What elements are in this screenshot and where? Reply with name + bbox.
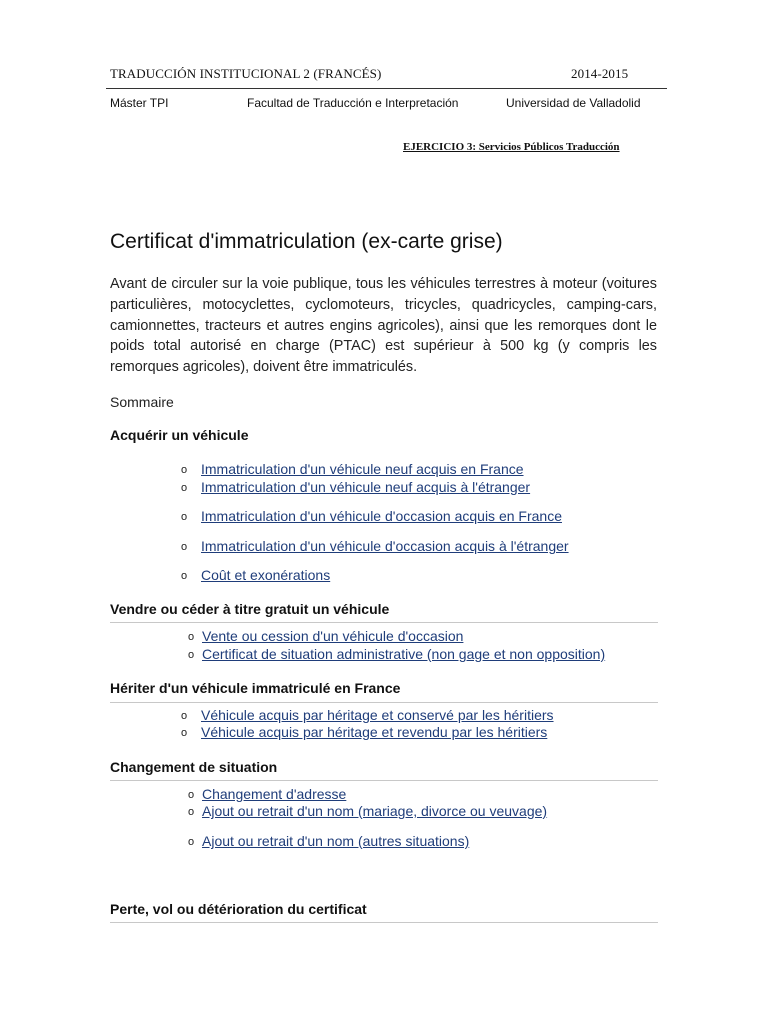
bullet-icon: o <box>181 482 188 494</box>
list-item[interactable] <box>188 628 463 644</box>
bullet-icon: o <box>188 789 195 801</box>
section-divider <box>110 702 658 703</box>
section-divider <box>110 922 658 923</box>
section-heading-perte: Perte, vol ou détérioration du certificat <box>110 901 367 917</box>
list-item[interactable] <box>181 479 530 495</box>
bullet-icon: o <box>181 727 188 739</box>
section-heading-heriter: Hériter d'un véhicule immatriculé en France <box>110 680 401 696</box>
list-item[interactable] <box>188 803 547 819</box>
list-item[interactable] <box>181 508 562 524</box>
link-vente-cession[interactable]: Vente ou cession d'un véhicule d'occasion <box>202 628 464 644</box>
sommaire-label: Sommaire <box>110 394 174 410</box>
university-name: Universidad de Valladolid <box>506 96 641 110</box>
link-immat-occasion-france[interactable]: Immatriculation d'un véhicule d'occasion acquis en France <box>201 508 562 524</box>
bullet-icon: o <box>181 464 188 476</box>
link-certificat-situation[interactable]: Certificat de situation administrative (non gage et non opposition) <box>202 646 606 662</box>
intro-paragraph: Avant de circuler sur la voie publique, tous les véhicules terrestres à moteur (voitures particulières, motocyclettes, cyclomoteurs, tricycles, quadricycles, camping-cars, camionnettes, tracteurs et autres engins agricoles), ainsi que les remorques dont le poids total autorisé en charge (PTAC) est supérieur à 500 kg (y compris les remorques agricoles), doivent être immatriculés. <box>110 276 657 376</box>
section-heading-changement: Changement de situation <box>110 759 278 775</box>
link-immat-neuf-france[interactable]: Immatriculation d'un véhicule neuf acquis en France <box>201 461 524 477</box>
list-item[interactable] <box>181 461 524 477</box>
list-item[interactable] <box>181 707 554 723</box>
link-ajout-nom-mariage[interactable]: Ajout ou retrait d'un nom (mariage, divorce ou veuvage) <box>202 803 548 819</box>
bullet-icon: o <box>188 649 195 661</box>
bullet-icon: o <box>181 511 188 523</box>
header-divider <box>106 88 667 89</box>
section-heading-acquerir: Acquérir un véhicule <box>110 427 249 443</box>
link-changement-adresse[interactable]: Changement d'adresse <box>202 786 347 802</box>
list-item[interactable] <box>181 724 547 740</box>
faculty-name: Facultad de Traducción e Interpretación <box>247 96 459 110</box>
bullet-icon: o <box>188 631 195 643</box>
section-divider <box>110 622 658 623</box>
bullet-icon: o <box>188 836 195 848</box>
list-item[interactable] <box>188 646 605 662</box>
bullet-icon: o <box>181 570 188 582</box>
link-ajout-nom-autres[interactable]: Ajout ou retrait d'un nom (autres situations) <box>202 833 470 849</box>
exercise-label: EJERCICIO 3: Servicios Públicos Traducción <box>403 141 620 153</box>
section-divider <box>110 780 658 781</box>
list-item[interactable] <box>188 786 346 802</box>
program-name: Máster TPI <box>110 96 169 110</box>
bullet-icon: o <box>188 806 195 818</box>
bullet-icon: o <box>181 541 188 553</box>
list-item[interactable] <box>181 567 330 583</box>
header-course-row <box>110 66 666 82</box>
section-heading-vendre: Vendre ou céder à titre gratuit un véhicule <box>110 601 390 617</box>
academic-year: 2014-2015 <box>571 66 629 81</box>
link-immat-occasion-etranger[interactable]: Immatriculation d'un véhicule d'occasion acquis à l'étranger <box>201 538 569 554</box>
course-title: TRADUCCIÓN INSTITUCIONAL 2 (FRANCÉS) <box>110 66 382 81</box>
list-item[interactable] <box>181 538 569 554</box>
bullet-icon: o <box>181 710 188 722</box>
page-title: Certificat d'immatriculation (ex-carte grise) <box>110 230 503 253</box>
link-cout-exonerations[interactable]: Coût et exonérations <box>201 567 331 583</box>
link-heritage-revendu[interactable]: Véhicule acquis par héritage et revendu par les héritiers <box>201 724 548 740</box>
link-heritage-conserve[interactable]: Véhicule acquis par héritage et conservé par les héritiers <box>201 707 554 723</box>
link-immat-neuf-etranger[interactable]: Immatriculation d'un véhicule neuf acquis à l'étranger <box>201 479 531 495</box>
list-item[interactable] <box>188 833 469 849</box>
